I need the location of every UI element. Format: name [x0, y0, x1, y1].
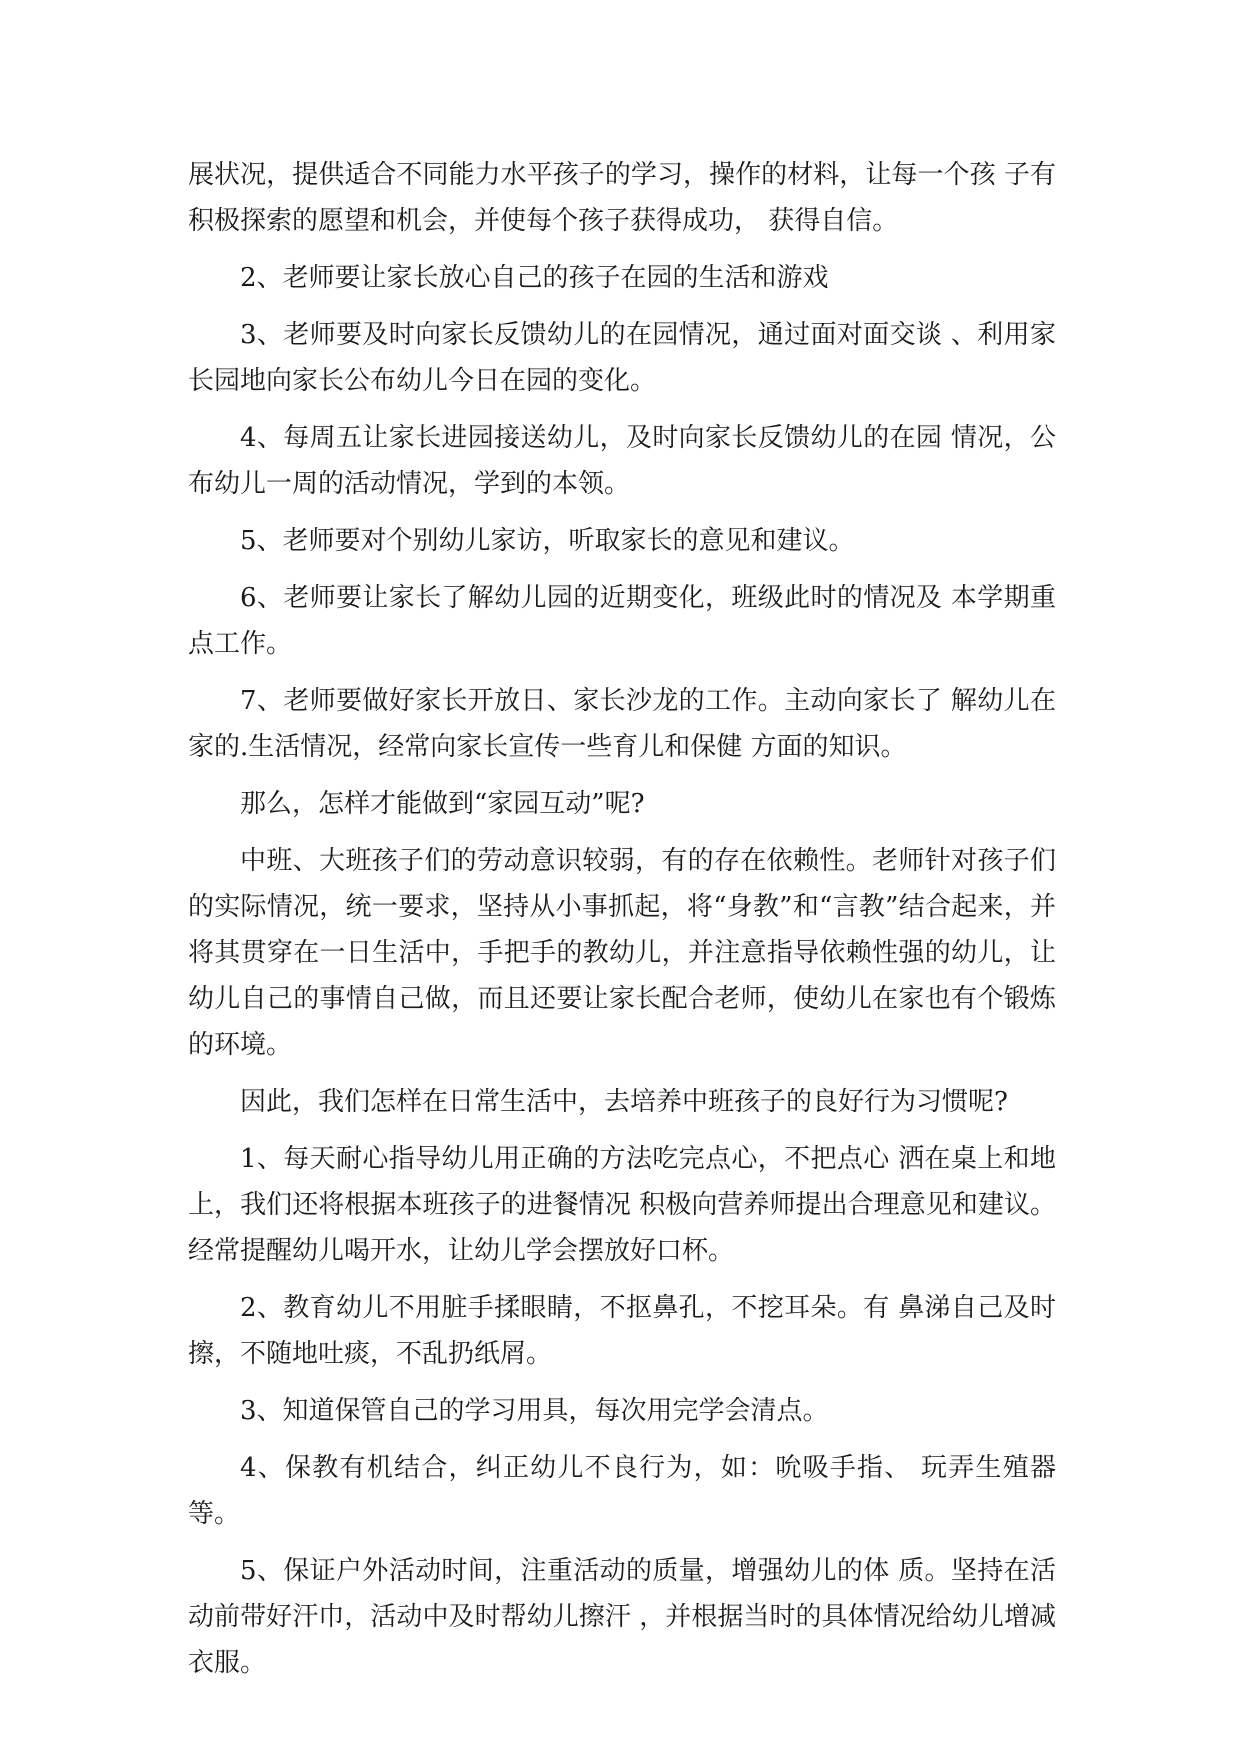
paragraph: 6、老师要让家长了解幼儿园的近期变化，班级此时的情况及 本学期重点工作。	[188, 583, 1056, 659]
paragraph: 那么，怎样才能做到“家园互动”呢?	[240, 789, 645, 819]
paragraph: 1、每天耐心指导幼儿用正确的方法吃完点心，不把点心 洒在桌上和地上，我们还将根据本班孩子的进餐情况 积极向营养师提出合理意见和建议。经常提醒幼儿喝开水，让幼儿学会摆放好口杯。	[188, 1144, 1056, 1266]
paragraph: 3、知道保管自己的学习用具，每次用完学会清点。	[240, 1396, 829, 1426]
paragraph: 2、教育幼儿不用脏手揉眼睛，不抠鼻孔，不挖耳朵。有 鼻涕自己及时擦，不随地吐痰，不乱扔纸屑。	[188, 1293, 1056, 1369]
document-body	[188, 152, 1056, 1697]
paragraph: 5、老师要对个别幼儿家访，听取家长的意见和建议。	[240, 526, 855, 556]
paragraph: 2、老师要让家长放心自己的孩子在园的生活和游戏	[240, 263, 829, 293]
paragraph: 因此，我们怎样在日常生活中，去培养中班孩子的良好行为习惯呢?	[240, 1087, 1008, 1117]
paragraph: 7、老师要做好家长开放日、家长沙龙的工作。主动向家长了 解幼儿在家的.生活情况，经常向家长宣传一些育儿和保健 方面的知识。	[188, 686, 1056, 762]
paragraph: 中班、大班孩子们的劳动意识较弱，有的存在依赖性。老师针对孩子们的实际情况，统一要求，坚持从小事抓起，将“身教”和“言教”结合起来，并将其贯穿在一日生活中，手把手的教幼儿，并注意指导依赖性强的幼儿，让幼儿自己的事情自己做，而且还要让家长配合老师，使幼儿在家也有个锻炼的环境。	[188, 846, 1056, 1060]
paragraph: 4、每周五让家长进园接送幼儿，及时向家长反馈幼儿的在园 情况，公布幼儿一周的活动情况，学到的本领。	[188, 423, 1056, 499]
paragraph: 4、保教有机结合，纠正幼儿不良行为，如：吮吸手指、 玩弄生殖器等。	[188, 1453, 1056, 1529]
paragraph: 5、保证户外活动时间，注重活动的质量，增强幼儿的体 质。坚持在活动前带好汗巾，活动中及时帮幼儿擦汗 ，并根据当时的具体情况给幼儿增减衣服。	[188, 1556, 1056, 1678]
paragraph: 展状况，提供适合不同能力水平孩子的学习，操作的材料，让每一个孩 子有积极探索的愿望和机会，并使每个孩子获得成功， 获得自信。	[188, 160, 1056, 236]
paragraph: 3、老师要及时向家长反馈幼儿的在园情况，通过面对面交谈 、利用家长园地向家长公布幼儿今日在园的变化。	[188, 320, 1056, 396]
